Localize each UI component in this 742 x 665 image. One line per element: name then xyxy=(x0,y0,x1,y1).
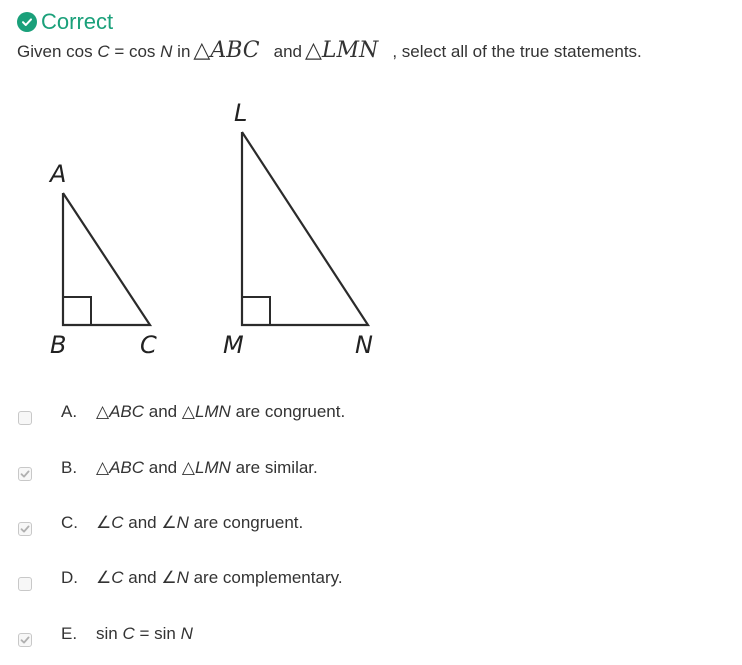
math-var: C xyxy=(111,513,124,532)
triangles-figure xyxy=(0,80,420,370)
text-part: △ xyxy=(96,458,110,477)
triangle-symbol: △ xyxy=(193,38,211,63)
option-c[interactable] xyxy=(18,508,304,538)
option-text xyxy=(96,619,193,649)
option-text xyxy=(96,453,318,483)
option-letter: E. xyxy=(61,624,78,643)
vertex-label-n: N xyxy=(355,331,373,359)
math-var: LMN xyxy=(194,402,231,421)
prompt-var-c: C xyxy=(97,42,110,61)
prompt-text-5: , select all of the true statements. xyxy=(392,42,642,61)
checkmark-icon xyxy=(20,635,30,645)
text-part: △ xyxy=(96,402,110,421)
option-text xyxy=(96,508,303,538)
math-var: N xyxy=(176,513,189,532)
triangle-lmn-name: LMN xyxy=(321,38,379,63)
checkbox-a[interactable] xyxy=(18,411,32,425)
checkbox-c[interactable] xyxy=(18,522,32,536)
text-part: = sin xyxy=(134,624,181,643)
option-b[interactable] xyxy=(18,453,318,483)
text-part: ∠ xyxy=(96,568,112,587)
math-var: LMN xyxy=(194,458,231,477)
option-letter: B. xyxy=(61,458,78,477)
check-circle-icon xyxy=(17,12,37,32)
triangle-abc-name: ABC xyxy=(210,38,260,63)
option-e[interactable] xyxy=(18,619,193,649)
prompt-text-4: and xyxy=(273,42,302,61)
checkbox-e[interactable] xyxy=(18,633,32,647)
text-part: sin xyxy=(96,624,123,643)
math-var: C xyxy=(111,568,124,587)
checkmark-icon xyxy=(20,469,30,479)
checkbox-d[interactable] xyxy=(18,577,32,591)
triangle-lmn xyxy=(223,99,373,359)
prompt-text-3: in xyxy=(172,42,191,61)
vertex-label-b: B xyxy=(50,331,67,359)
vertex-label-c: C xyxy=(140,331,157,359)
checkmark-icon xyxy=(20,524,30,534)
math-var: ABC xyxy=(109,402,145,421)
result-status xyxy=(17,8,113,36)
math-var: ABC xyxy=(109,458,145,477)
right-angle-marker-m xyxy=(242,297,270,325)
option-d[interactable] xyxy=(18,563,343,593)
status-label: Correct xyxy=(41,9,114,34)
math-var: N xyxy=(180,624,193,643)
option-text xyxy=(96,397,345,427)
vertex-label-a: A xyxy=(50,160,67,188)
right-angle-marker-b xyxy=(63,297,91,325)
text-part: are congruent. xyxy=(188,513,304,532)
text-part: are complementary. xyxy=(188,568,343,587)
option-letter: C. xyxy=(61,513,78,532)
triangle-lmn-math xyxy=(305,38,378,63)
text-part: and △ xyxy=(144,458,195,477)
triangle-abc xyxy=(48,160,157,359)
text-part: and ∠ xyxy=(123,568,177,587)
option-letter: A. xyxy=(61,402,78,421)
text-part: and △ xyxy=(144,402,195,421)
prompt-var-n: N xyxy=(160,42,173,61)
option-a[interactable] xyxy=(18,397,346,427)
math-var: C xyxy=(122,624,135,643)
triangle-abc-math xyxy=(193,38,259,63)
prompt-text-2: = cos xyxy=(109,42,161,61)
text-part: and ∠ xyxy=(123,513,177,532)
question-prompt xyxy=(17,38,642,63)
prompt-text-1: Given cos xyxy=(17,42,98,61)
vertex-label-l: L xyxy=(234,99,248,127)
checkbox-b[interactable] xyxy=(18,467,32,481)
triangle-symbol: △ xyxy=(305,38,322,63)
option-letter: D. xyxy=(61,568,78,587)
text-part: are similar. xyxy=(230,458,318,477)
option-text xyxy=(96,563,343,593)
text-part: ∠ xyxy=(96,513,112,532)
math-var: N xyxy=(176,568,189,587)
vertex-label-m: M xyxy=(223,331,244,359)
text-part: are congruent. xyxy=(230,402,346,421)
